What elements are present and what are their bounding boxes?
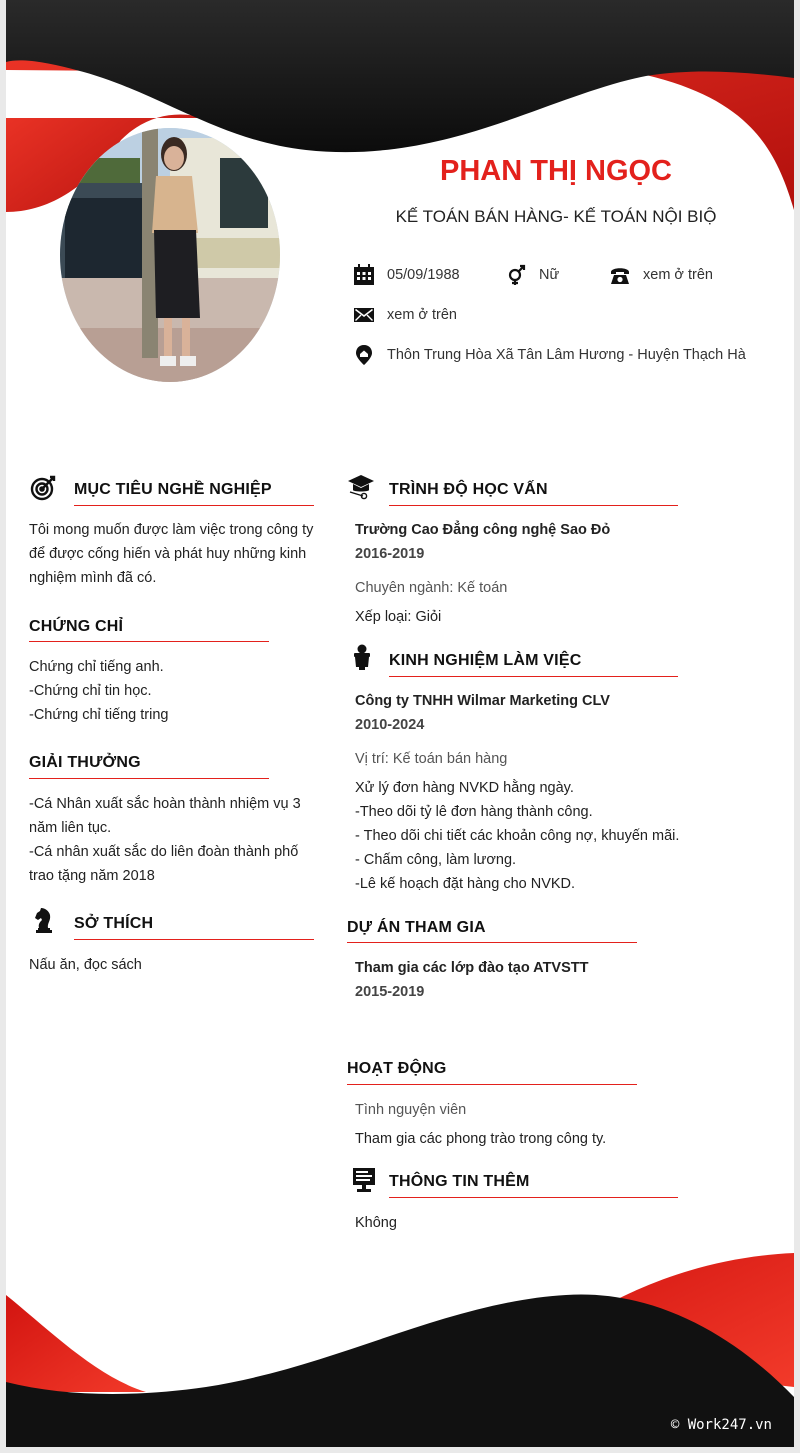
experience-entry [355, 689, 610, 737]
experience-years: 2010-2024 [355, 717, 425, 733]
birthday-row [353, 264, 460, 286]
certificate-item: -Chứng chỉ tin học. [29, 683, 152, 699]
birthday-value: 05/09/1988 [387, 267, 460, 283]
experience-title: KINH NGHIỆM LÀM VIỆC [389, 652, 582, 669]
experience-company: Công ty TNHH Wilmar Marketing CLV [355, 693, 610, 709]
activities-desc: Tham gia các phong trào trong công ty. [355, 1131, 607, 1147]
projects-title: DỰ ÁN THAM GIA [347, 919, 486, 936]
job-title: KẾ TOÁN BÁN HÀNG- KẾ TOÁN NỘI BIỘ [395, 207, 717, 226]
email-value: xem ở trên [387, 307, 457, 323]
mail-icon [353, 304, 375, 326]
phone-value: xem ở trên [643, 267, 713, 283]
projects-rule [347, 942, 637, 943]
target-icon [30, 474, 58, 502]
gender-value: Nữ [539, 267, 560, 283]
cv-page [6, 0, 794, 1447]
experience-task: - Chấm công, làm lương. [355, 852, 517, 868]
objective-text [29, 518, 313, 590]
awards-list [29, 792, 301, 888]
experience-task: Xử lý đơn hàng NVKD hằng ngày. [355, 780, 574, 796]
candidate-name: PHAN THỊ NGỌC [440, 155, 672, 187]
education-years: 2016-2019 [355, 546, 425, 562]
additional-text: Không [355, 1215, 397, 1231]
activities-title: HOẠT ĐỘNG [347, 1060, 447, 1077]
computer-monitor-icon [351, 1166, 379, 1194]
education-entry [355, 518, 610, 566]
award-line: năm liên tục. [29, 820, 112, 836]
additional-title: THÔNG TIN THÊM [389, 1173, 530, 1190]
gender-row [505, 264, 559, 286]
experience-task: -Lê kế hoạch đặt hàng cho NVKD. [355, 876, 576, 892]
project-entry [355, 956, 588, 1004]
experience-task: -Theo dõi tỷ lê đơn hàng thành công. [355, 804, 593, 820]
phone-icon [609, 264, 631, 286]
address-row [353, 344, 746, 366]
certificate-item: -Chứng chỉ tiếng tring [29, 707, 169, 723]
award-line: -Cá Nhân xuất sắc hoàn thành nhiệm vụ 3 [29, 796, 301, 812]
certificate-item: Chứng chỉ tiếng anh. [29, 659, 164, 675]
hobbies-rule [74, 939, 314, 940]
education-grade: Xếp loại: Giỏi [355, 609, 442, 625]
calendar-icon [353, 264, 375, 286]
objective-line: Tôi mong muốn được làm việc trong công ty [29, 522, 314, 538]
graduation-cap-icon [347, 472, 375, 500]
certificates-title: CHỨNG CHỈ [29, 618, 124, 635]
objective-line: để được cống hiến và phát huy những kinh [29, 546, 307, 562]
project-years: 2015-2019 [355, 984, 425, 1000]
address-value: Thôn Trung Hòa Xã Tân Lâm Hương - Huyện Thạch Hà [387, 347, 746, 363]
email-row [353, 304, 457, 326]
awards-rule [29, 778, 269, 779]
gender-icon [505, 264, 527, 286]
chess-knight-icon [30, 906, 58, 934]
activities-rule [347, 1084, 637, 1085]
project-name: Tham gia các lớp đào tạo ATVSTT [355, 960, 589, 976]
objective-rule [74, 505, 314, 506]
experience-rule [389, 676, 678, 677]
additional-rule [389, 1197, 678, 1198]
experience-task: - Theo dõi chi tiết các khoản công nợ, khuyến mãi. [355, 828, 680, 844]
education-school: Trường Cao Đẳng công nghệ Sao Đỏ [355, 522, 611, 538]
objective-title: MỤC TIÊU NGHỀ NGHIỆP [74, 481, 272, 498]
copyright-footer: © Work247.vn [670, 1417, 772, 1433]
education-rule [389, 505, 678, 506]
activities-role: Tình nguyện viên [355, 1102, 467, 1118]
hobbies-title: SỞ THÍCH [74, 915, 154, 932]
education-major: Chuyên ngành: Kế toán [355, 580, 508, 596]
experience-tasks [355, 776, 679, 896]
location-pin-icon [353, 344, 375, 366]
education-title: TRÌNH ĐỘ HỌC VẤN [389, 481, 548, 498]
certificates-rule [29, 641, 269, 642]
briefcase-person-icon [350, 643, 378, 671]
phone-row [609, 264, 713, 286]
experience-position: Vị trí: Kế toán bán hàng [355, 751, 508, 767]
profile-photo [60, 128, 280, 382]
award-line: -Cá nhân xuất sắc do liên đoàn thành phố [29, 844, 299, 860]
hobbies-text: Nấu ăn, đọc sách [29, 957, 142, 973]
awards-title: GIẢI THƯỞNG [29, 754, 141, 771]
award-line: trao tặng năm 2018 [29, 868, 155, 884]
certificates-list [29, 655, 168, 727]
objective-line: nghiệm mình đã có. [29, 570, 157, 586]
